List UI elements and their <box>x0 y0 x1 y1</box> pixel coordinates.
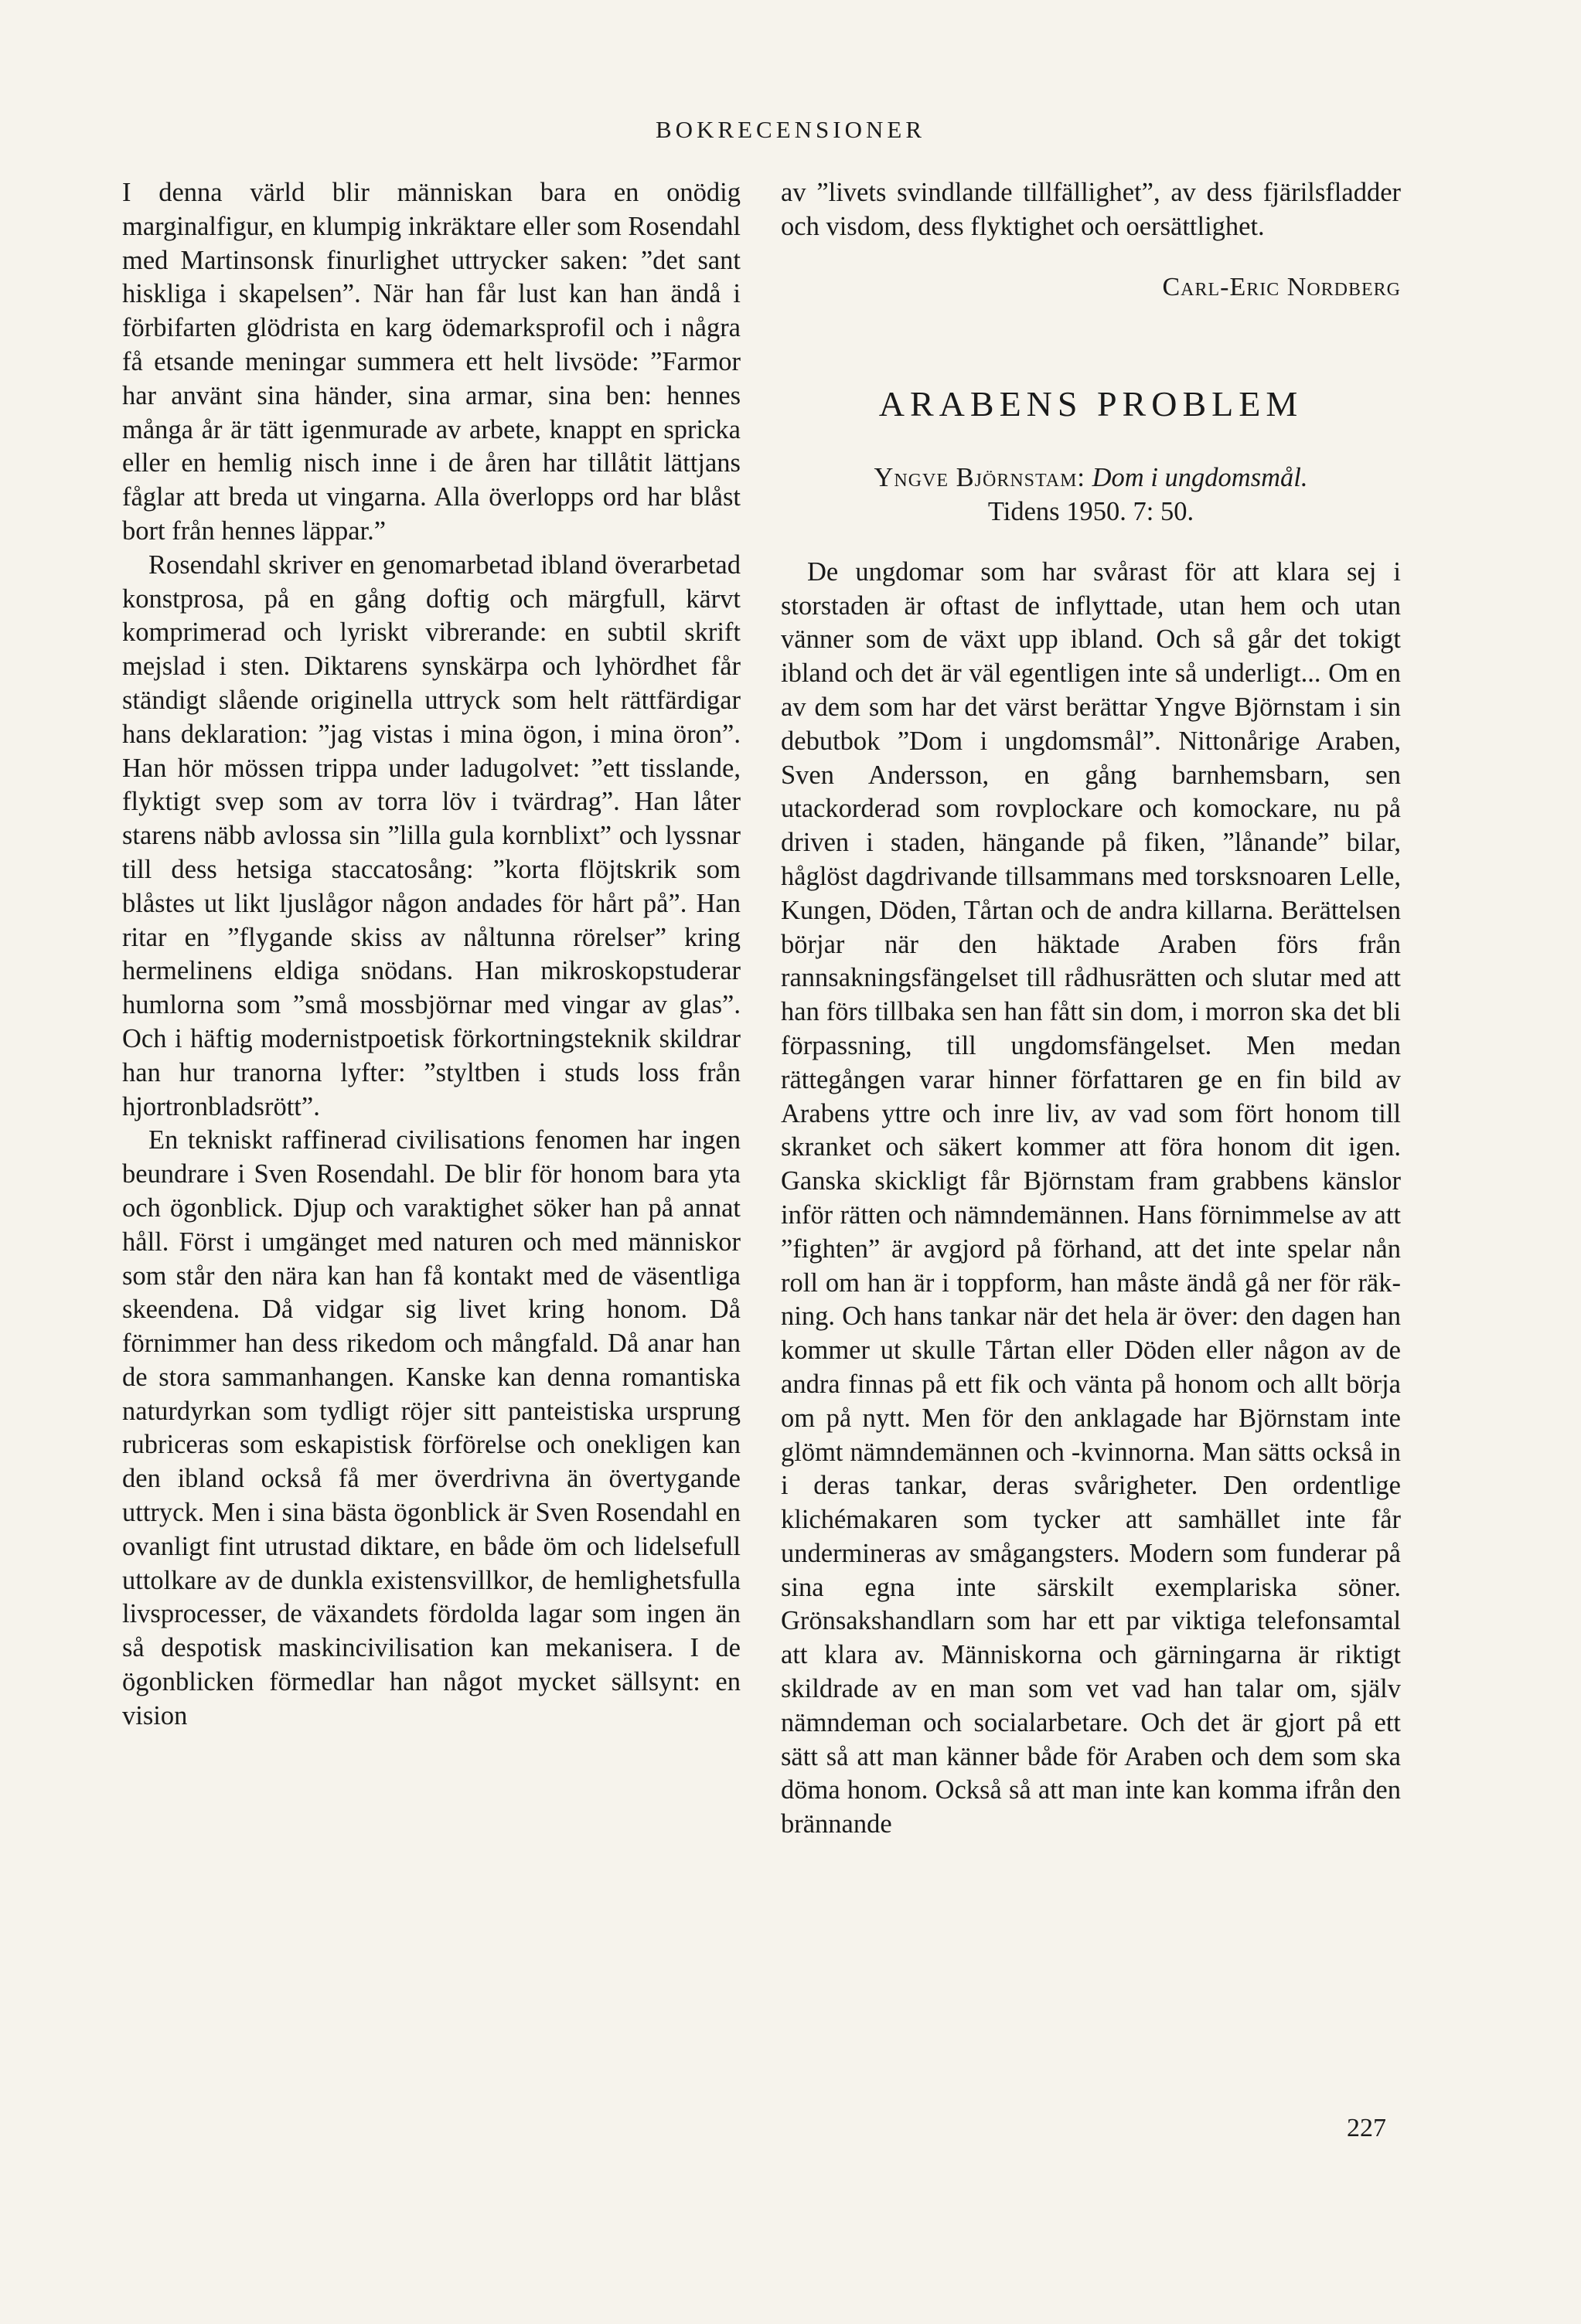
page-number: 227 <box>1347 2114 1386 2142</box>
reviewed-publication: Tidens 1950. 7: 50. <box>987 496 1194 526</box>
left-paragraph-1: I denna värld blir människan bara en onödig marginalfigur, en klumpig inkräktare eller som Rosendahl med Martinsonsk finurlighet uttrycker saken: ”det sant hiskliga i skapelsen”. När han får lust kan han ändå i förbifarten glödrista en karg ödemarksprofil och i några få etsande meningar summera ett helt livsöde: ”Farmor har använt sina händer, sina armar, sina ben: hennes många år är tätt igenmurade av arbete, knappt en spricka eller en hemlig nisch inne i de åren har tillåtit lättjans fåglar att breda ut vingarna. Alla överlopps ord har blåst bort från hennes läppar.” <box>122 178 741 546</box>
reviewed-work <box>781 461 1401 529</box>
right-paragraph-1: De ungdomar som har svårast för att klara sej i storstaden är oftast de inflyttade, utan hem och utan vänner som de växt upp ibland. Och så går det tokigt ibland och det är väl egentligen inte så underligt... Om en av dem som har det värst berättar Yngve Björnstam i sin debutbok ”Dom i ungdomsmål”. Nittonårige Araben, Sven Andersson, en gång barnhemsbarn, sen utackorderad som rovplockare och komockare, nu på driven i staden, hängande på fiken, ”lånande” bilar, håglöst dagdrivande tillsammans med torsksnoaren Lelle, Kungen, Döden, Tårtan och de andra killarna. Berättelsen börjar när den häktade Araben förs från rannsakningsfängelset till rådhusrätten och slutar med att han förs tillbaka sen han fått sin dom, i morron ska det bli förpassning, till ungdomsfängelset. Men medan rättegången varar hinner författaren ge en fin bild av Arabens yttre och inre liv, av vad som fört honom till skranket och säkert kommer att föra honom dit igen. Ganska skickligt får Björnstam fram grabbens känslor inför rätten och nämndemännen. Hans förnimmelse av att ”fighten” är avgjord på förhand, att det inte spelar nån roll om han är i toppform, han måste ändå gå ner för räkning. Och hans tankar när det hela är över: den dagen han kommer ut skulle Tårtan eller Döden eller någon av de andra finnas på ett fik och vänta på honom och allt börja om på nytt. Men för den anklagade har Björnstam inte glömt nämndemännen och -kvinnorna. Man sätts också in i deras tankar, deras svårigheter. Den ordentlige klichémakaren som tycker att samhället inte får undermineras av smågangsters. Modern som funderar på sina egna inte särskilt exemplariska söner. Grönsakshandlarn som har ett par viktiga telefonsamtal att klara av. Människorna och gärningarna är riktigt skildrade av en man som vet vad han talar om, själv nämndeman och socialarbetare. Och det är gjort på ett sätt så att man känner både för Araben och dem som ska döma honom. Också så att man inte kan komma ifrån den brännande <box>781 556 1401 1839</box>
running-head: BOKRECENSIONER <box>655 116 925 143</box>
left-column <box>122 176 741 1734</box>
left-paragraph-2: Rosendahl skriver en genomarbetad ibland överarbetad konstprosa, på en gång doftig och märgfull, kärvt komprimerad och lyriskt vibrerande: en subtil skrift mejslad i sten. Diktarens synskärpa och lyhördhet får ständigt slående originella uttryck som helt rättfärdigar hans deklaration: ”jag vistas i mina ögon, i mina öron”. Han hör mössen trippa under ladugolvet: ”ett tisslande, flyktigt svep som av torra löv i tvärdrag”. Han låter starens näbb avlossa sin ”lilla gula kornblixt” och lyssnar till dess hetsiga staccatosång: ”korta flöjtskrik som blåstes ut likt ljuslågor någon andades för hårt på”. Han ritar en ”flygande skiss av nåltunna rörelser” kring hermelinens eldiga snödans. Han mikroskopstuderar humlorna som ”små mossbjörnar med vingar av glas”. Och i häftig modernistpoetisk förkortningsteknik skildrar han hur tranorna lyfter: ”styltben i studs loss från hjortronbladsrött”. <box>122 550 741 1121</box>
review-continuation: av ”livets svindlande tillfällighet”, av dess fjärilsfladder och visdom, dess flyktighet och oersättlighet. <box>781 178 1401 241</box>
left-paragraph-3: En tekniskt raffinerad civilisations fenomen har ingen beundrare i Sven Rosendahl. De blir för honom bara yta och ögonblick. Djup och varaktighet söker han på annat håll. Först i umgänget med naturen och med människor som står den nära kan han få kontakt med de väsentliga skeendena. Då vidgar sig livet kring honom. Då förnimmer han dess rikedom och mångfald. Då anar han de stora sammanhangen. Kanske kan denna romantiska naturdyrkan som tydligt röjer sitt panteistiska ursprung rubriceras som eskapistisk förförelse och onekligen kan den ibland också få mer överdrivna än övertygande uttryck. Men i sina bästa ögonblick är Sven Rosendahl en ovanligt fint utrustad diktare, en både öm och lidelsefull uttolkare av de dunkla existensvillkor, de hemlighetsfulla livsprocesser, de växandets fördolda lagar som ingen än så despotisk maskincivilisation kan mekanisera. I de ögonblicken förmedlar han något mycket sällsynt: en vision <box>122 1125 741 1730</box>
reviewed-author: Yngve Björnstam: <box>874 463 1086 493</box>
right-column <box>781 176 1401 1842</box>
reviewed-book-title: Dom i ungdomsmål. <box>1092 463 1308 493</box>
article-title: ARABENS PROBLEM <box>878 384 1303 424</box>
review-signature: Carl-Eric Nordberg <box>1162 272 1401 301</box>
